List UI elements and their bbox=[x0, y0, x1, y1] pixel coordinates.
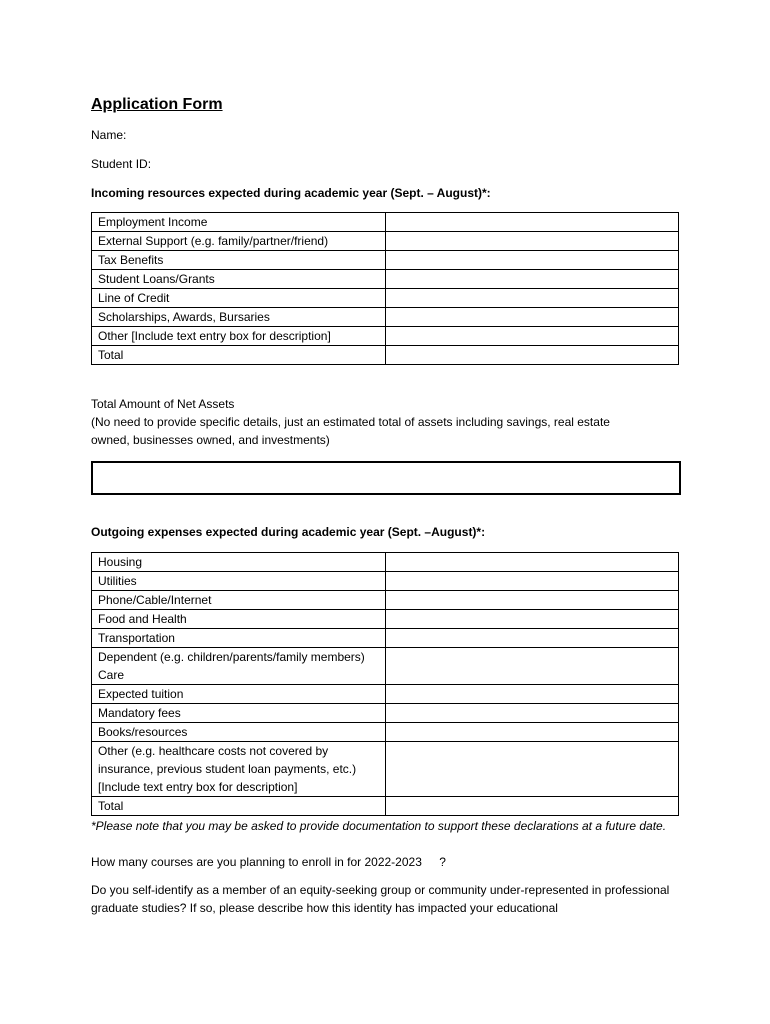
outgoing-row-value-cell[interactable] bbox=[385, 648, 678, 685]
outgoing-row-value-cell[interactable] bbox=[385, 591, 678, 610]
outgoing-row-value-cell[interactable] bbox=[385, 742, 678, 797]
incoming-row bbox=[92, 251, 679, 270]
incoming-row bbox=[92, 270, 679, 289]
incoming-row bbox=[92, 327, 679, 346]
incoming-row-label: Other [Include text entry box for description] bbox=[92, 327, 386, 346]
outgoing-row-label: Phone/Cable/Internet bbox=[92, 591, 386, 610]
outgoing-row bbox=[92, 797, 679, 816]
outgoing-row bbox=[92, 591, 679, 610]
outgoing-row-label: Books/resources bbox=[92, 723, 386, 742]
incoming-row-label: Student Loans/Grants bbox=[92, 270, 386, 289]
incoming-row-label: Line of Credit bbox=[92, 289, 386, 308]
net-assets-description: (No need to provide specific details, just an estimated total of assets including savings, real estate owned, businesses owned, and investments) bbox=[91, 415, 610, 447]
outgoing-row-value-cell[interactable] bbox=[385, 704, 678, 723]
incoming-row-value-cell[interactable] bbox=[385, 289, 678, 308]
incoming-row bbox=[92, 213, 679, 232]
outgoing-row bbox=[92, 704, 679, 723]
outgoing-row bbox=[92, 629, 679, 648]
outgoing-row-value-cell[interactable] bbox=[385, 685, 678, 704]
outgoing-row bbox=[92, 685, 679, 704]
outgoing-row-label: Total bbox=[92, 797, 386, 816]
outgoing-row bbox=[92, 742, 679, 797]
incoming-row bbox=[92, 346, 679, 365]
outgoing-row bbox=[92, 723, 679, 742]
incoming-row-label: Scholarships, Awards, Bursaries bbox=[92, 308, 386, 327]
outgoing-row-value-cell[interactable] bbox=[385, 610, 678, 629]
net-assets-title: Total Amount of Net Assets bbox=[91, 397, 235, 411]
footnote: *Please note that you may be asked to provide documentation to support these declarations at a future date. bbox=[91, 819, 667, 833]
incoming-row-label: Tax Benefits bbox=[92, 251, 386, 270]
page-title: Application Form bbox=[91, 96, 223, 113]
outgoing-heading: Outgoing expenses expected during academic year (Sept. –August)*: bbox=[91, 525, 486, 539]
outgoing-row-label: Dependent (e.g. children/parents/family members) Care bbox=[92, 648, 386, 685]
outgoing-row-label: Housing bbox=[92, 553, 386, 572]
outgoing-table bbox=[91, 552, 679, 816]
outgoing-row-value-cell[interactable] bbox=[385, 572, 678, 591]
incoming-heading: Incoming resources expected during academic year (Sept. – August)*: bbox=[91, 186, 491, 200]
application-form bbox=[91, 94, 681, 917]
outgoing-row-value-cell[interactable] bbox=[385, 723, 678, 742]
outgoing-row-label: Other (e.g. healthcare costs not covered by insurance, previous student loan payments, etc.) [Include text entry box for description] bbox=[92, 742, 386, 797]
outgoing-row-label: Utilities bbox=[92, 572, 386, 591]
outgoing-row-label: Expected tuition bbox=[92, 685, 386, 704]
incoming-row bbox=[92, 232, 679, 251]
incoming-row-label: External Support (e.g. family/partner/friend) bbox=[92, 232, 386, 251]
incoming-row bbox=[92, 308, 679, 327]
outgoing-row bbox=[92, 572, 679, 591]
incoming-row-value-cell[interactable] bbox=[385, 270, 678, 289]
outgoing-row-label: Mandatory fees bbox=[92, 704, 386, 723]
outgoing-row bbox=[92, 648, 679, 685]
incoming-row-value-cell[interactable] bbox=[385, 251, 678, 270]
outgoing-row-value-cell[interactable] bbox=[385, 797, 678, 816]
incoming-table bbox=[91, 212, 679, 365]
courses-question-mark: ? bbox=[439, 855, 446, 869]
outgoing-row-value-cell[interactable] bbox=[385, 553, 678, 572]
incoming-row-value-cell[interactable] bbox=[385, 213, 678, 232]
outgoing-row-value-cell[interactable] bbox=[385, 629, 678, 648]
equity-question: Do you self-identify as a member of an equity-seeking group or community under-represented in professional graduate studies? If so, please describe how this identity has impacted your educational bbox=[91, 883, 670, 915]
outgoing-row-label: Transportation bbox=[92, 629, 386, 648]
student-id-label: Student ID: bbox=[91, 157, 152, 171]
courses-question bbox=[91, 853, 681, 871]
courses-question-text: How many courses are you planning to enroll in for 2022-2023 bbox=[91, 855, 422, 869]
name-label: Name: bbox=[91, 128, 127, 142]
outgoing-row bbox=[92, 553, 679, 572]
incoming-row-label: Employment Income bbox=[92, 213, 386, 232]
incoming-row-value-cell[interactable] bbox=[385, 327, 678, 346]
incoming-row-value-cell[interactable] bbox=[385, 232, 678, 251]
incoming-row-label: Total bbox=[92, 346, 386, 365]
incoming-row bbox=[92, 289, 679, 308]
incoming-row-value-cell[interactable] bbox=[385, 346, 678, 365]
outgoing-row bbox=[92, 610, 679, 629]
incoming-row-value-cell[interactable] bbox=[385, 308, 678, 327]
net-assets-input[interactable] bbox=[91, 461, 681, 495]
outgoing-row-label: Food and Health bbox=[92, 610, 386, 629]
